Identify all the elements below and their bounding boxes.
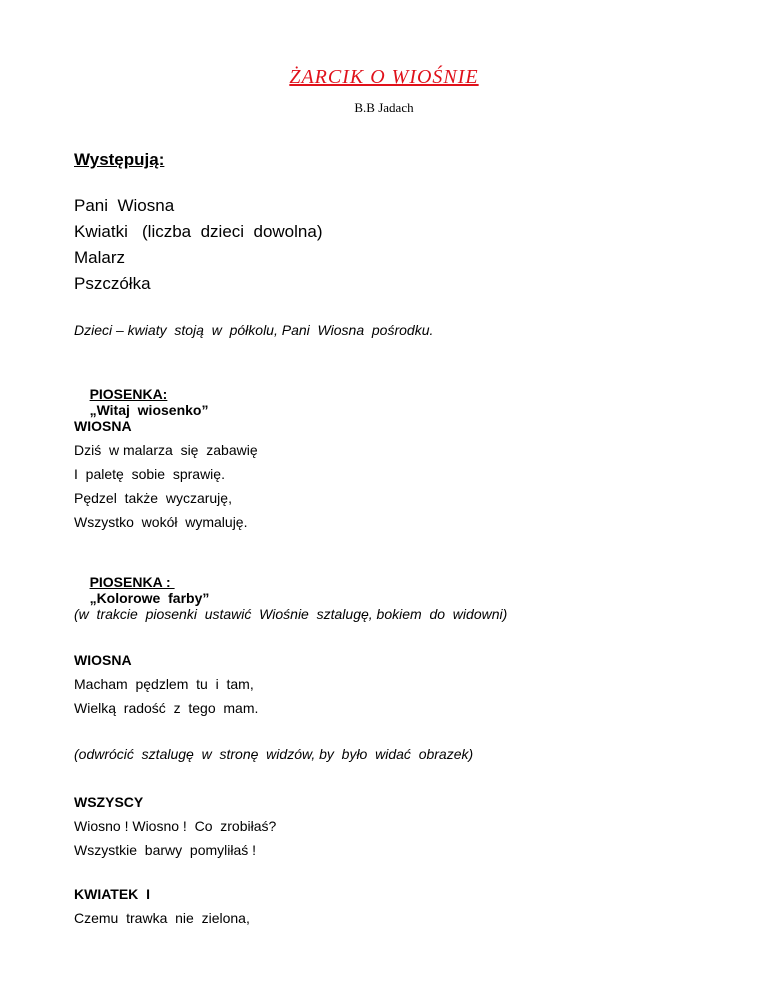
song-title: „Kolorowe farby”: [89, 590, 210, 606]
verse-line: Wielką radość z tego mam.: [74, 700, 259, 716]
author-line: B.B Jadach: [354, 100, 414, 115]
cast-item: Pani Wiosna: [74, 196, 175, 215]
cast-item: Kwiatki (liczba dzieci dowolna): [74, 222, 323, 241]
verse-line: Pędzel także wyczaruję,: [74, 490, 232, 506]
stage-direction: (w trakcie piosenki ustawić Wiośnie sztalugę, bokiem do widowni): [74, 606, 508, 622]
verse-line: Czemu trawka nie zielona,: [74, 910, 250, 926]
verse-line: Macham pędzlem tu i tam,: [74, 676, 254, 692]
stage-direction: Dzieci – kwiaty stoją w półkolu, Pani Wiosna pośrodku.: [74, 322, 434, 338]
cast-heading: Występują:: [74, 150, 165, 169]
document-title: ŻARCIK O WIOŚNIE: [289, 66, 479, 88]
song-title: „Witaj wiosenko”: [89, 402, 209, 418]
verse-line: I paletę sobie sprawię.: [74, 466, 225, 482]
speaker-name: WSZYSCY: [74, 794, 144, 810]
speaker-name: KWIATEK I: [74, 886, 150, 902]
stage-direction: (odwrócić sztalugę w stronę widzów, by było widać obrazek): [74, 746, 474, 762]
verse-line: Dziś w malarza się zabawię: [74, 442, 258, 458]
verse-line: Wszystko wokół wymaluję.: [74, 514, 248, 530]
verse-line: Wszystkie barwy pomyliłaś !: [74, 842, 257, 858]
cast-item: Malarz: [74, 248, 126, 267]
song-label: PIOSENKA:: [89, 386, 168, 402]
cast-item: Pszczółka: [74, 274, 151, 293]
speaker-name: WIOSNA: [74, 652, 132, 668]
verse-line: Wiosno ! Wiosno ! Co zrobiłaś?: [74, 818, 277, 834]
song-label: PIOSENKA :: [89, 574, 175, 590]
speaker-name: WIOSNA: [74, 418, 132, 434]
